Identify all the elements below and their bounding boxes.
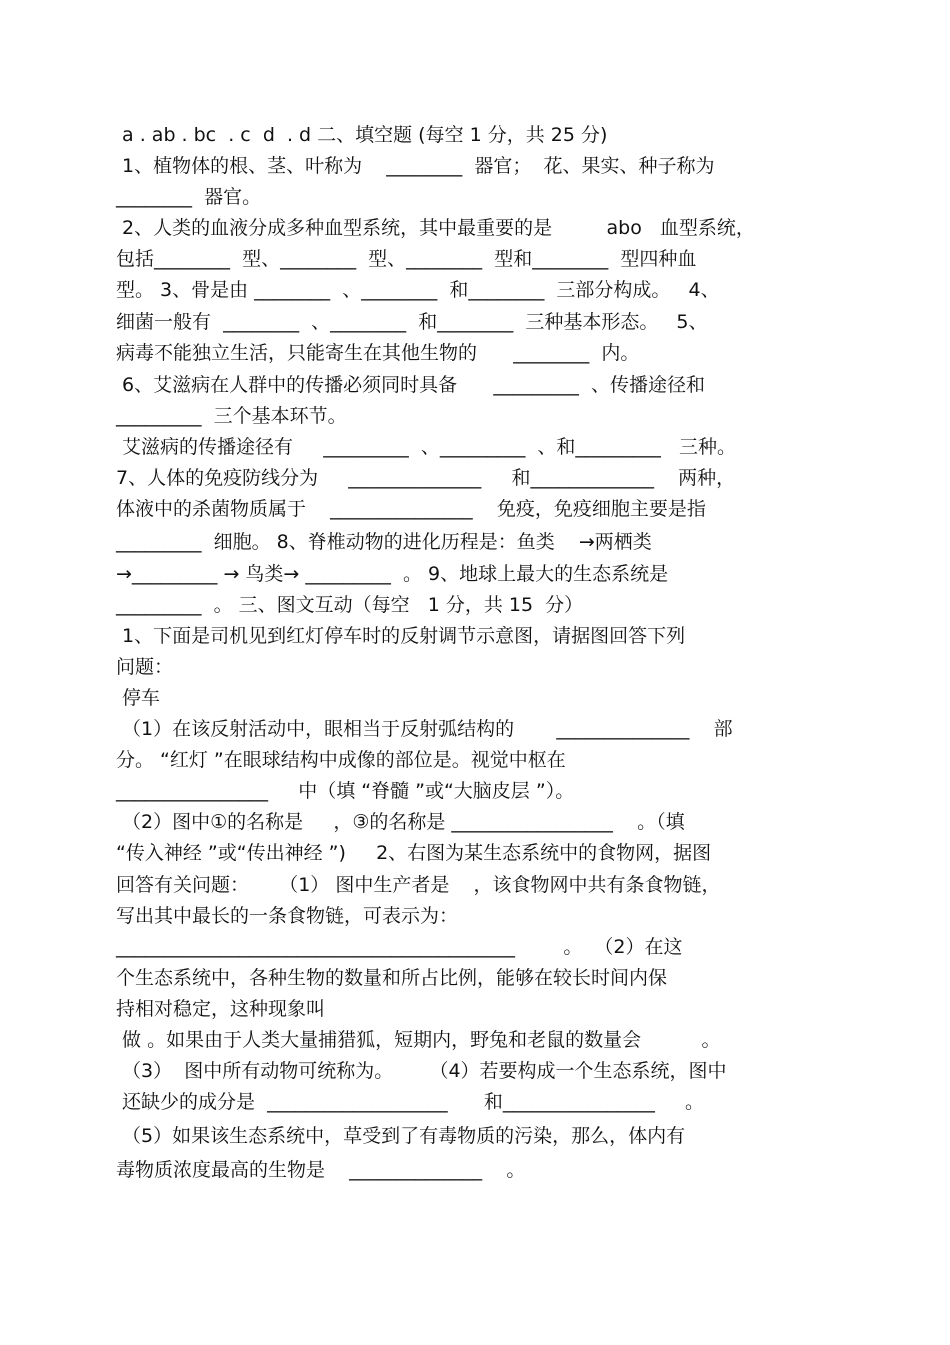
- text-line: 毒物质浓度最高的生物是 ______________ 。: [116, 1159, 526, 1181]
- text-line: 分。 “红灯 ”在眼球结构中成像的部位是。视觉中枢在: [116, 749, 566, 771]
- text-line: （1）在该反射活动中，眼相当于反射弧结构的 ______________ 部: [116, 718, 733, 740]
- text-line: 1、植物体的根、茎、叶称为 ________ 器官； 花、果实、种子称为: [116, 155, 715, 177]
- text-line: ________ 器官。: [116, 186, 262, 208]
- text-line: 型。 3、骨是由 ________ 、________ 和________ 三部分构成。 4、: [116, 279, 720, 301]
- text-line: （3） 图中所有动物可统称为。 （4）若要构成一个生态系统，图中: [116, 1060, 727, 1082]
- text-line: 写出其中最长的一条食物链，可表示为：: [116, 905, 459, 927]
- text-line: _________ 。 三、图文互动（每空 1 分，共 15 分）: [116, 594, 584, 616]
- text-line: a . ab . bc . c d . d 二、填空题 (每空 1 分，共 25 分): [116, 124, 608, 146]
- text-line: ________________ 中（填 “脊髓 ”或“大脑皮层 ”）。: [116, 780, 575, 802]
- text-line: 问题：: [116, 656, 174, 678]
- text-line: 2、人类的血液分成多种血型系统，其中最重要的是 abo 血型系统，: [116, 217, 755, 239]
- text-line: （5）如果该生态系统中，草受到了有毒物质的污染，那么，体内有: [116, 1125, 686, 1147]
- text-line: _________ 细胞。 8、脊椎动物的进化历程是：鱼类 →两栖类: [116, 531, 652, 553]
- text-line: 体液中的杀菌物质属于 _______________ 免疫，免疫细胞主要是指: [116, 498, 706, 520]
- text-line: （2）图中①的名称是 ，③的名称是 _________________ 。（填: [116, 811, 685, 833]
- text-line: 病毒不能独立生活，只能寄生在其他生物的 ________ 内。: [116, 342, 640, 364]
- text-line: 细菌一般有 ________ 、________ 和________ 三种基本形态。 5、: [116, 311, 708, 333]
- text-line: 回答有关问题： （1） 图中生产者是 ，该食物网中共有条食物链，: [116, 874, 721, 896]
- text-line: 包括________ 型、________ 型、________ 型和________ 型四种血: [116, 248, 697, 270]
- text-line: 6、艾滋病在人群中的传播必须同时具备 _________ 、传播途径和: [116, 374, 705, 396]
- text-line: 个生态系统中，各种生物的数量和所占比例，能够在较长时间内保: [116, 967, 668, 989]
- text-line: 艾滋病的传播途径有 _________ 、_________ 、和_________ 三种。: [116, 436, 737, 458]
- text-line: 7、人体的免疫防线分为 ______________ 和_____________ 两种，: [116, 467, 736, 489]
- text-line: __________________________________________ 。 （2）在这: [116, 936, 683, 958]
- text-line: →_________ → 鸟类→ _________ 。 9、地球上最大的生态系统是: [116, 563, 669, 585]
- text-line: 停车: [116, 687, 161, 709]
- text-line: 做 。如果由于人类大量捕猎狐，短期内，野兔和老鼠的数量会 。: [116, 1029, 721, 1051]
- text-line: 还缺少的成分是 ___________________ 和________________ 。: [116, 1091, 705, 1113]
- text-line: 1、下面是司机见到红灯停车时的反射调节示意图，请据图回答下列: [116, 625, 686, 647]
- text-line: “传入神经 ”或“传出神经 ”) 2、右图为某生态系统中的食物网，据图: [116, 842, 712, 864]
- text-line: 持相对稳定，这种现象叫: [116, 998, 326, 1020]
- text-line: _________ 三个基本环节。: [116, 405, 347, 427]
